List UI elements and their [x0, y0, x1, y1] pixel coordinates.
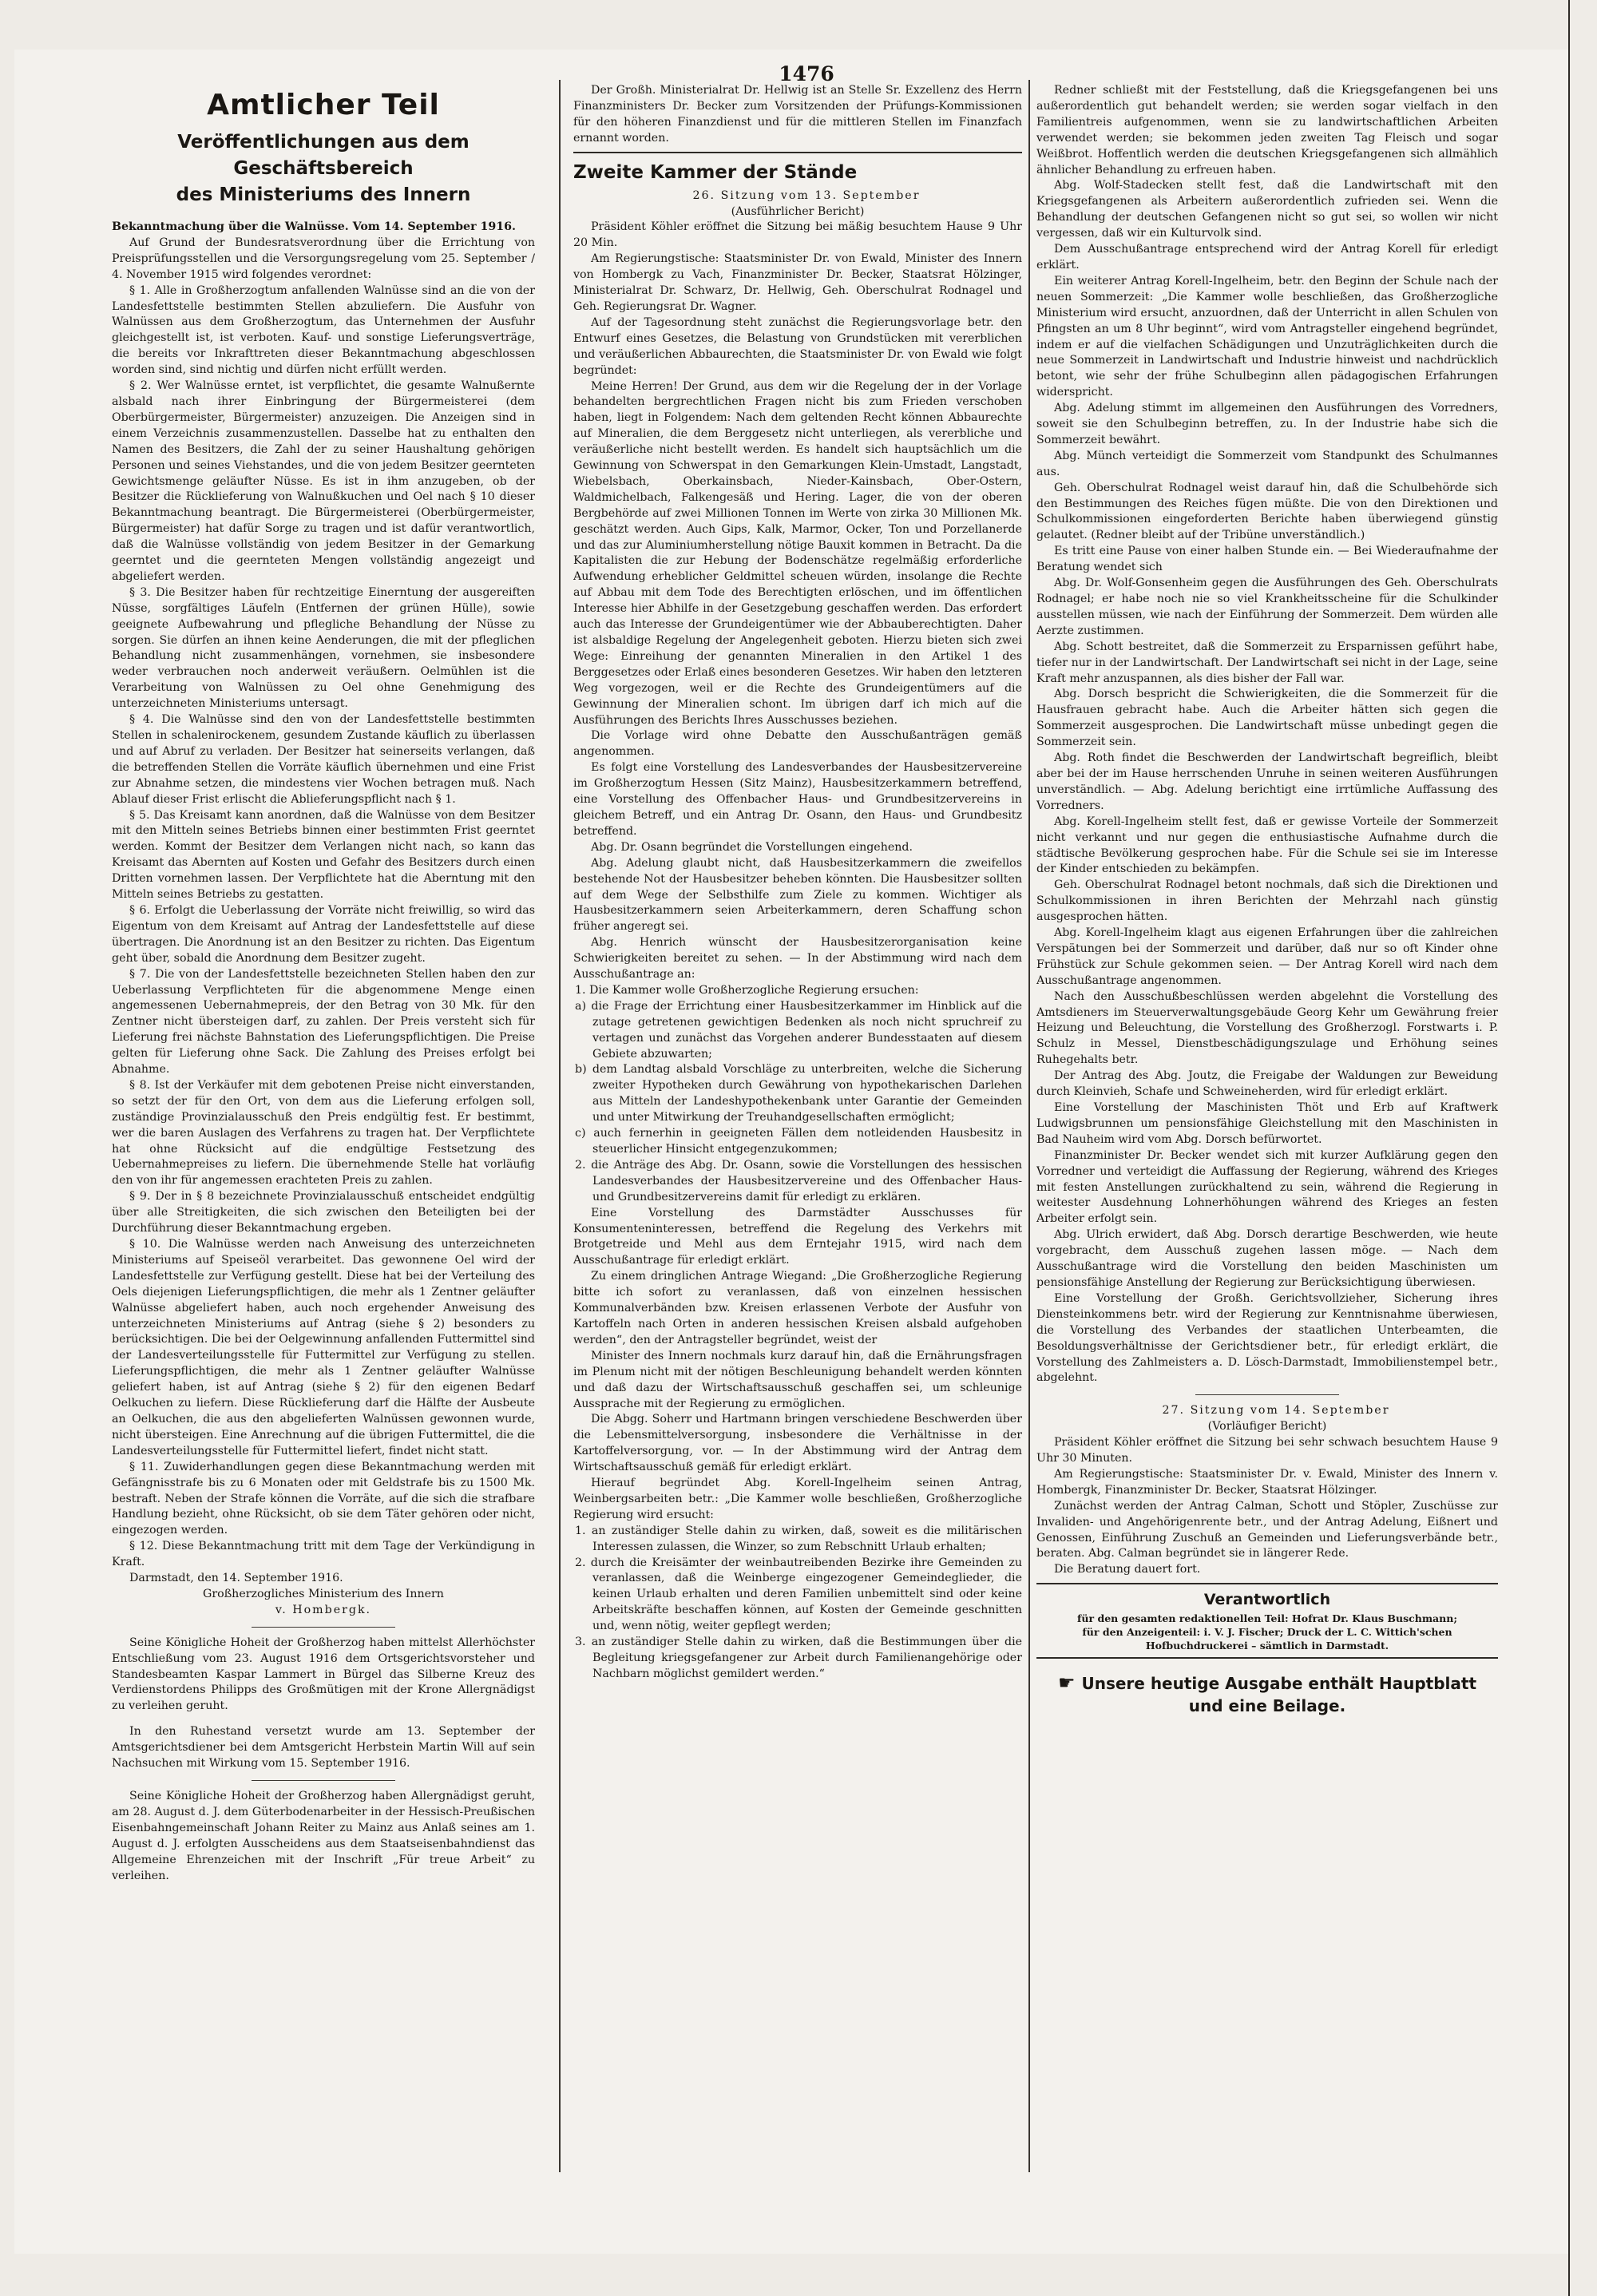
column-divider: [559, 80, 561, 2172]
place-date: Darmstadt, den 14. September 1916.: [129, 1572, 343, 1585]
imprint-line: Hofbuchdruckerei – sämtlich in Darmstadt.: [1145, 1640, 1389, 1652]
edition-notice: [1036, 1671, 1498, 1717]
paragraph: § 10. Die Walnüsse werden nach Anweisung des unterzeichneten Ministeriums auf Speiseöl verarbeitet. Das gewonnene Oel wird der Landesfettstelle zur Verfügung gestellt. Diese hat bei der Verteilung des Oels diejenigen Lieferungspflichtigen, die mehr als 1 Zentner geläufter Walnüsse abgeliefert haben, auch noch ergehender Anweisung des unterzeichneten Ministeriums auf Antrag (siehe § 2) besonders zu berücksichtigen. Die bei der Oelgewinnung anfallenden Futtermittel sind der Landesverteilungsstelle für Futtermittel zur Verfügung zu stellen. Lieferungspflichtigen, die mehr als 1 Zentner geläufter Walnüsse geliefert haben, ist auf Antrag (siehe § 2) für den eigenen Bedarf Oelkuchen zu liefern. Diese Rücklieferung darf die Hälfte der Ausbeute an Oelkuchen, die aus den abgelieferten Walnüssen gewonnen wurde, nicht übersteigen. Eine Anrechnung auf die übrigen Futtermittel, die die Landesverteilungsstelle für Futtermittel liefert, findet nicht statt.: [112, 1238, 535, 1457]
paragraph: § 7. Die von der Landesfettstelle bezeichneten Stellen haben den zur Ueberlassung Verpflichteten für die abgenommene Menge einen angemessenen Uebernahmepreis, der den Betrag von 30 Mk. für den Zentner nicht übersteigen darf, zu zahlen. Der Preis versteht sich für Lieferung frei nächste Bahnstation des Lieferungspflichtigen. Die Preise gelten für Lieferung ohne Sack. Die Zahlung des Preises erfolgt bei Abnahme.: [112, 967, 535, 1077]
list-item: 3. an zuständiger Stelle dahin zu wirken, daß die Bestimmungen über die Begleitung kriegsgefangener zur Arbeit durch Familienangehörige oder Nachbarn möglichst gemildert werden.“: [575, 1636, 1022, 1680]
paragraph: Abg. Roth findet die Beschwerden der Landwirtschaft begreiflich, bleibt aber bei der im Hause herrschenden Unruhe in seinen weiteren Ausführungen unverständlich. — Abg. Adelung berichtigt eine irrtümliche Auffassung des Vorredners.: [1036, 751, 1498, 812]
pointing-hand-icon: ☛: [1057, 1671, 1076, 1695]
paragraph: Abg. Dr. Wolf-Gonsenheim gegen die Ausführungen des Geh. Oberschulrats Rodnagel; er habe noch nie so viel Krankheitsscheine für die Schulkinder ausstellen müssen, wie nach der Einführung der Sommerzeit. Dem würden alle Aerzte zustimmen.: [1036, 577, 1498, 637]
right-column: [1036, 83, 1498, 2191]
paragraph: Abg. Adelung stimmt im allgemeinen den Ausführungen des Vorredners, soweit sie den Schulbeginn betreffen, zu. In der Industrie habe sich die Sommerzeit bewährt.: [1036, 402, 1498, 446]
paragraph: Abg. Ulrich erwidert, daß Abg. Dorsch derartige Beschwerden, wie heute vorgebracht, dem Ausschuß zugehen lassen möge. — Nach dem Ausschußantrage wird die Vorstellung den beiden Maschinisten um pensionsfähige Anstellung der Regierung zur Berücksichtigung überwiesen.: [1036, 1228, 1498, 1289]
session-heading: 26. Sitzung vom 13. September: [692, 188, 921, 202]
list-item: c) auch fernerhin in geeigneten Fällen dem notleidenden Hausbesitz in steuerlicher Hinsicht entgegenzukommen;: [575, 1127, 1022, 1156]
paragraph: Eine Vorstellung der Maschinisten Thöt und Erb auf Kraftwerk Ludwigsbrunnen um pensionsfähige Gleichstellung mit den Maschinisten in Bad Nauheim wird vom Abg. Dorsch befürwortet.: [1036, 1101, 1498, 1146]
paragraph: Präsident Köhler eröffnet die Sitzung bei sehr schwach besuchtem Hause 9 Uhr 30 Minuten.: [1036, 1436, 1498, 1465]
paragraph: Eine Vorstellung des Darmstädter Ausschusses für Konsumenteninteressen, betreffend die Regelung des Verkehrs mit Brotgetreide und Mehl aus dem Erntejahr 1915, wird nach dem Ausschußantrage für erledigt erklärt.: [573, 1206, 1022, 1267]
list-item: 2. die Anträge des Abg. Dr. Osann, sowie die Vorstellungen des hessischen Landesverbandes der Hausbesitzervereine und des Offenbacher Haus- und Grundbesitzervereins damit für erledigt zu erklären.: [575, 1158, 1022, 1204]
paragraph: Hierauf begründet Abg. Korell-Ingelheim seinen Antrag, Weinbergsarbeiten betr.: „Die Kammer wolle beschließen, Großherzogliche Regierung wird ersucht:: [573, 1477, 1022, 1521]
paragraph: § 12. Diese Bekanntmachung tritt mit dem Tage der Verkündigung in Kraft.: [112, 1540, 535, 1569]
paragraph: Abg. Münch verteidigt die Sommerzeit vom Standpunkt des Schulmannes aus.: [1036, 449, 1498, 478]
paragraph: Abg. Schott bestreitet, daß die Sommerzeit zu Ersparnissen geführt habe, tiefer nur in der Landwirtschaft. Der Landwirtschaft sei nicht in der Lage, seine Kraft mehr anzuspannen, als dies bisher der Fall war.: [1036, 640, 1498, 685]
paragraph: Zunächst werden der Antrag Calman, Schott und Stöpler, Zuschüsse zur Invaliden- und Angehörigenrente betr., und der Antrag Adelung, Eißnert und Genossen, Einführung Zuschuß an Gemeinden und Lieferungsverbände betr., beraten. Abg. Calman begründet sie in längerer Rede.: [1036, 1499, 1498, 1560]
list-item: 2. durch die Kreisämter der weinbautreibenden Bezirke ihre Gemeinden zu veranlassen, daß die Weinberge eingezogener Gemeindeglieder, die keinen Urlaub erhalten und deren Familien unbemittelt sind oder keine Arbeitskräfte beschaffen können, auf Kosten der Gemeinde geschnitten und, wenn nötig, weiter gepflegt werden;: [575, 1556, 1022, 1633]
paragraph: Ein weiterer Antrag Korell-Ingelheim, betr. den Beginn der Schule nach der neuen Sommerzeit: „Die Kammer wolle beschließen, das Großherzogliche Ministerium wird ersucht, anzuordnen, daß der Unterricht in allen Schulen von Pfingsten an um 8 Uhr beginnt“, wird vom Antragsteller eingehend begründet, indem er auf die vielfachen Schädigungen und Unzuträglichkeiten durch die neue Sommerzeit in Landwirtschaft und Industrie hinweist und nachdrücklich betont, wie sehr der frühe Schulbeginn allen pädagogischen Erfahrungen widerspricht.: [1036, 274, 1498, 399]
bekanntmachung-heading: Bekanntmachung über die Walnüsse. Vom 14. September 1916.: [112, 220, 516, 233]
imprint-line: für den gesamten redaktionellen Teil: Hofrat Dr. Klaus Buschmann;: [1077, 1612, 1457, 1625]
separator: [573, 152, 1022, 153]
paragraph: In den Ruhestand versetzt wurde am 13. September der Amtsgerichtsdiener bei dem Amtsgericht Herbstein Martin Will auf sein Nachsuchen mit Wirkung vom 15. September 1916.: [112, 1725, 535, 1771]
list-item: 1. Die Kammer wolle Großherzogliche Regierung ersuchen:: [575, 983, 919, 997]
paragraph: Abg. Henrich wünscht der Hausbesitzerorganisation keine Schwierigkeiten bereitet zu sehen. — In der Abstimmung wird nach dem Ausschußantrage an:: [573, 936, 1022, 981]
section-title: Zweite Kammer der Stände: [573, 161, 858, 183]
report-type: (Vorläufiger Bericht): [1207, 1420, 1327, 1434]
column-divider: [1028, 80, 1030, 2172]
paragraph: § 3. Die Besitzer haben für rechtzeitige Einerntung der ausgereiften Nüsse, sorgfältiges Läufeln (Entfernen der grünen Hülle), sowie geeignete Aufbewahrung und pflegliche Behandlung der Nüsse zu sorgen. Sie dürfen an ihnen keine Aenderungen, die mit der pfleglichen Behandlung nicht zusammenhängen, vornehmen, sie insbesondere weder verbrauchen noch anderweit veräußern. Oelmühlen ist die Verarbeitung von Walnüssen zu Oel ohne Genehmigung des unterzeichneten Ministeriums untersagt.: [112, 585, 535, 711]
subtitle-line-2: des Ministeriums des Innern: [176, 184, 471, 205]
paragraph: § 4. Die Walnüsse sind den von der Landesfettstelle bestimmten Stellen in schalenirockenem, gesundem Zustande käuflich zu überlassen und auf Abruf zu verladen. Der Besitzer hat seinerseits verlangen, daß die betreffenden Stellen die Vorräte käuflich übernehmen und eine Frist zur Abnahme setzen, die mindestens vier Wochen betragen muß. Nach Ablauf dieser Frist erlischt die Ablieferungspflicht nach § 1.: [112, 713, 535, 806]
signature-ministry: Großherzogliches Ministerium des Innern: [203, 1587, 444, 1600]
paragraph: Abg. Korell-Ingelheim stellt fest, daß er gewisse Vorteile der Sommerzeit nicht verkannt und nur gegen die enthusiastische Aufnahme durch die städtische Bevölkerung gesprochen habe. Für die Schule sei sie im Interesse der Kinder entschieden zu bekämpfen.: [1036, 815, 1498, 876]
paragraph: Präsident Köhler eröffnet die Sitzung bei mäßig besuchtem Hause 9 Uhr 20 Min.: [573, 220, 1022, 250]
paragraph: Abg. Adelung glaubt nicht, daß Hausbesitzerkammern die zweifellos bestehende Not der Hausbesitzer beheben könnten. Die Hausbesitzer sollten auf dem Wege der Selbsthilfe zum Ziele zu kommen. Wichtiger als Hausbesitzerkammern seien Arbeiterkammern, deren Schaffung schon früher angeregt sei.: [573, 856, 1022, 934]
session-heading: 27. Sitzung vom 14. September: [1162, 1404, 1390, 1418]
paragraph: Seine Königliche Hoheit der Großherzog haben mittelst Allerhöchster Entschließung vom 23. August 1916 dem Ortsgerichtsvorsteher und Standesbeamten Kaspar Lammert in Bürgel das Silberne Kreuz des Verdienstordens Philipps des Großmütigen mit der Krone Allergnädigst zu verleihen geruht.: [112, 1636, 535, 1713]
paragraph: Eine Vorstellung der Großh. Gerichtsvollzieher, Sicherung ihres Diensteinkommens betr. wird der Regierung zur Kenntnisnahme überwiesen, die Vorstellung des Verbandes der staatlichen Unterbeamten, die Besoldungsverhältnisse der Gerichtsdiener betr., für erledigt erklärt, die Vorstellung des Zahlmeisters a. D. Lösch-Darmstadt, Immobilienstempel betr., abgelehnt.: [1036, 1291, 1498, 1385]
paragraph: Auf der Tagesordnung steht zunächst die Regierungsvorlage betr. den Entwurf eines Gesetzes, die Belastung von Grundstücken mit vererblichen und veräußerlichen Abbaurechten, die Staatsminister Dr. von Ewald wie folgt begründet:: [573, 315, 1022, 377]
paragraph: Abg. Korell-Ingelheim klagt aus eigenen Erfahrungen über die zahlreichen Verspätungen bei der Sommerzeit und darüber, daß nur so oft Kinder ohne Frühstück zur Schule gekommen seien. — Der Antrag Korell wird nach dem Ausschußantrage angenommen.: [1036, 926, 1498, 987]
subtitle-line-1: Veröffentlichungen aus dem Geschäftsbereich: [177, 132, 470, 179]
paragraph: Abg. Wolf-Stadecken stellt fest, daß die Landwirtschaft mit den Kriegsgefangenen als Arbeitern außerordentlich zufrieden sei. Wenn die Behandlung der deutschen Gefangenen nicht so gut sei, so wollen wir nicht vergessen, daß wir ein Kulturvolk sind.: [1036, 179, 1498, 240]
notice-line-2: und eine Beilage.: [1188, 1696, 1346, 1716]
paragraph: § 2. Wer Walnüsse erntet, ist verpflichtet, die gesamte Walnußernte alsbald nach ihrer Einbringung der Bürgermeisterei (dem Oberbürgermeister, Bürgermeister) anzuzeigen. Die Anzeigen sind in einem Verzeichnis zusammenzustellen. Dasselbe hat zu enthalten den Namen des Besitzers, die Zahl der zu seiner Haushaltung gehörigen Personen und seines Viehstandes, und die von jedem Besitzer geernteten Gewichtsmenge geläufter Nüsse. Es ist in ihm anzugeben, ob der Besitzer die Rücklieferung von Walnußkuchen und Oel nach § 10 dieser Bekanntmachung beantragt. Die Bürgermeisterei (Oberbürgermeister, Bürgermeister) hat dafür Sorge zu tragen und ist dafür verantwortlich, daß die Walnüsse vollständig von jedem Besitzer in der Gemarkung geerntet und die geernteten Mengen vollständig angezeigt und abgeliefert werden.: [112, 379, 535, 583]
paragraph: Abg. Dorsch bespricht die Schwierigkeiten, die die Sommerzeit für die Hausfrauen gebracht habe. Auch die Arbeiter hätten sich gegen die Sommerzeit ausgesprochen. Die Landwirtschaft müsse unbedingt gegen die Sommerzeit sein.: [1036, 688, 1498, 749]
page-number: 1476: [779, 62, 834, 85]
separator: [1036, 1657, 1498, 1659]
section-title: Amtlicher Teil: [207, 89, 440, 121]
paragraph: Nach den Ausschußbeschlüssen werden abgelehnt die Vorstellung des Amtsdieners im Steuerverwaltungsgebäude Georg Kehr um Gewährung freier Heizung und Beleuchtung, die Vorstellung des Großherzogl. Forstwarts i. P. Schulz in Messel, Dienstbeschädigungszulage und Erhöhung seines Ruhegehalts betr.: [1036, 989, 1498, 1067]
separator: [1036, 1583, 1498, 1584]
paragraph: Minister des Innern nochmals kurz darauf hin, daß die Ernährungsfragen im Plenum nicht mit der nötigen Beschleunigung behandelt werden könnten und daß dazu der Wirtschaftsausschuß geschaffen sei, um schleunige Aussprache mit der Regierung zu ermöglichen.: [573, 1349, 1022, 1410]
list-item: a) die Frage der Errichtung einer Hausbesitzerkammer im Hinblick auf die zutage getretenen gewichtigen Bedenken als noch nicht spruchreif zu vertagen und zunächst das Vorgehen anderer Bundesstaaten auf diesem Gebiete abzuwarten;: [575, 999, 1022, 1061]
paragraph: Der Großh. Ministerialrat Dr. Hellwig ist an Stelle Sr. Exzellenz des Herrn Finanzministers Dr. Becker zum Vorsitzenden der Prüfungs-Kommissionen für den höheren Finanzdienst und für die mittleren Stellen im Finanzfach ernannt worden.: [573, 84, 1022, 145]
imprint-title: Verantwortlich: [1203, 1591, 1331, 1609]
paragraph: § 6. Erfolgt die Ueberlassung der Vorräte nicht freiwillig, so wird das Eigentum von dem Kreisamt auf Antrag der Landesfettstelle auf diese übertragen. Die Anordnung ist an den Besitzer zu richten. Das Eigentum geht über, sobald die Anordnung dem Besitzer zugeht.: [112, 903, 535, 965]
paragraph: Der Antrag des Abg. Joutz, die Freigabe der Waldungen zur Beweidung durch Kleinvieh, Schafe und Schweineherden, wird für erledigt erklärt.: [1036, 1069, 1498, 1099]
paragraph: Die Abgg. Soherr und Hartmann bringen verschiedene Beschwerden über die Lebensmittelversorgung, insbesondere die Verhältnisse in der Kartoffelversorgung, vor. — In der Abstimmung wird der Antrag dem Wirtschaftsausschuß gemäß für erledigt erklärt.: [573, 1413, 1022, 1474]
paragraph: Am Regierungstische: Staatsminister Dr. von Ewald, Minister des Innern von Hombergk zu Vach, Finanzminister Dr. Becker, Staatsrat Hölzinger, Ministerialrat Dr. Schwarz, Dr. Hellwig, Geh. Oberschulrat Rodnagel und Geh. Regierungsrat Dr. Wagner.: [573, 252, 1022, 313]
signature-name: v. Hombergk.: [275, 1603, 372, 1616]
paragraph: Meine Herren! Der Grund, aus dem wir die Regelung der in der Vorlage behandelten bergrechtlichen Fragen nicht bis zum Frieden verschoben haben, liegt in Folgendem: Nach dem geltenden Recht können Abbaurechte auf Mineralien, die dem Berggesetz nicht unterliegen, als vererbliche und veräußerliche nicht bestellt werden. Es handelt sich hauptsächlich um die Gewinnung von Schwerspat in den Gemarkungen Klein-Umstadt, Langstadt, Wiebelsbach, Oberkainsbach, Nieder-Kainsbach, Ober-Ostern, Waldmichelbach, Falkengesäß und Hering. Lager, die von der oberen Bergbehörde auf zwei Millionen Tonnen im Werte von zirka 30 Millionen Mk. geschätzt werden. Auch Gips, Kalk, Marmor, Ocker, Ton und Porzellanerde und das zur Aluminiumherstellung nötige Bauxit kommen in Betracht. Da die Kapitalisten die zur Hebung der Bodenschätze regelmäßig erforderliche Aufwendung erheblicher Geldmittel scheuen würden, insolange die Rechte auf Abbau mit dem Tode des Berechtigten erlöschen, und im öffentlichen Interesse hier Abhilfe in der Gesetzgebung geschaffen werden. Das erfordert auch das Interesse der Grundeigentümer wie der Abbauberechtigten. Daher ist alsbaldige Regelung der Angelegenheit geboten. Hierzu bieten sich zwei Wege: Einreihung der genannten Mineralien in den Artikel 1 des Berggesetzes oder Erlaß eines besonderen Gesetzes. Wir haben den letzteren Weg vorgezogen, weil er die Rechte des Grundeigentümers auf die Gewinnung der Mineralien schont. Im übrigen darf ich mich auf die Ausführungen des Berichts Ihres Ausschusses beziehen.: [573, 379, 1022, 727]
paragraph: § 1. Alle in Großherzogtum anfallenden Walnüsse sind an die von der Landesfettstelle bestimmten Stellen abzuliefern. Die Ausfuhr von Walnüssen aus dem Großherzogtum, das Unternehmen der Ausfuhr gleichgestellt ist, ist verboten. Kauf- und sonstige Lieferungsverträge, die bereits vor Inkrafttreten dieser Bekanntmachung abgeschlossen worden sind, sind nichtig und dürfen nicht erfüllt werden.: [112, 284, 535, 377]
separator: [252, 1627, 395, 1628]
list-item: 1. an zuständiger Stelle dahin zu wirken, daß, soweit es die militärischen Interessen zulassen, die Winzer, so zum Rebschnitt Urlaub erhalten;: [575, 1524, 1022, 1553]
notice-line-1: Unsere heutige Ausgabe enthält Hauptblatt: [1081, 1674, 1477, 1694]
paragraph: Auf Grund der Bundesratsverordnung über die Errichtung von Preisprüfungsstellen und die Versorgungsregelung vom 25. September / 4. November 1915 wird folgendes verordnet:: [112, 236, 535, 281]
paragraph: Seine Königliche Hoheit der Großherzog haben Allergnädigst geruht, am 28. August d. J. dem Güterbodenarbeiter in der Hessisch-Preußischen Eisenbahngemeinschaft Johann Reiter zu Mainz aus Anlaß seines am 1. August d. J. erfolgten Ausscheidens aus dem Staatseisenbahndienst das Allgemeine Ehrenzeichen mit der Inschrift „Für treue Arbeit“ zu verleihen.: [112, 1790, 535, 1882]
paragraph: Es tritt eine Pause von einer halben Stunde ein. — Bei Wiederaufnahme der Beratung wendet sich: [1036, 545, 1498, 574]
paragraph: Die Vorlage wird ohne Debatte den Ausschußanträgen gemäß angenommen.: [573, 729, 1022, 759]
separator: [252, 1780, 395, 1781]
paragraph: § 9. Der in § 8 bezeichnete Provinzialausschuß entscheidet endgültig über alle Streitigkeiten, die sich zwischen den Beteiligten bei der Durchführung dieser Bekanntmachung ergeben.: [112, 1190, 535, 1235]
paragraph: Geh. Oberschulrat Rodnagel betont nochmals, daß sich die Direktionen und Schulkommissionen in ihren Berichten der Mehrzahl nach günstig ausgesprochen hätten.: [1036, 878, 1498, 924]
section-subtitle: [112, 129, 535, 208]
paragraph: Redner schließt mit der Feststellung, daß die Kriegsgefangenen bei uns außerordentlich gut behandelt werden; sie werden sogar vielfach in den Familientreis aufgenommen, wenn sie zu landwirtschaftlichen Arbeiten verwendet werden; sie bekommen jeden zweiten Tag Fleisch und sogar Weißbrot. Hoffentlich werden die deutschen Kriegsgefangenen sich allmählich ähnlicher Behandlung zu erfreuen haben.: [1036, 84, 1498, 176]
list-item: b) dem Landtag alsbald Vorschläge zu unterbreiten, welche die Sicherung zweiter Hypotheken durch Gewährung von hypothekarischen Darlehen aus Mitteln der Landeshypothekenbank unter Garantie der Gemeinden und unter Mitwirkung der Treuhandgesellschaften ermöglicht;: [575, 1063, 1022, 1124]
report-type: (Ausführlicher Bericht): [731, 204, 865, 218]
paragraph: Dem Ausschußantrage entsprechend wird der Antrag Korell für erledigt erklärt.: [1036, 243, 1498, 272]
paragraph: Am Regierungstische: Staatsminister Dr. v. Ewald, Minister des Innern v. Hombergk, Finanzminister Dr. Becker, Staatsrat Hölzinger.: [1036, 1467, 1498, 1497]
left-column: [112, 88, 535, 2196]
paragraph: Es folgt eine Vorstellung des Landesverbandes der Hausbesitzervereine im Großherzogtum Hessen (Sitz Mainz), Hausbesitzerkammern betreffend, eine Vorstellung des Offenbacher Haus- und Grundbesitzervereins in gleichem Betreff, und ein Antrag Dr. Osann, den Haus- und Grundbesitz betreffend.: [573, 761, 1022, 838]
paragraph: § 11. Zuwiderhandlungen gegen diese Bekanntmachung werden mit Gefängnisstrafe bis zu 6 Monaten oder mit Geldstrafe bis zu 1500 Mk. bestraft. Neben der Strafe können die Vorräte, auf die sich die strafbare Handlung bezieht, ohne Rücksicht, ob sie dem Täter gehören oder nicht, eingezogen werden.: [112, 1460, 535, 1537]
paragraph: Abg. Dr. Osann begründet die Vorstellungen eingehend.: [591, 840, 913, 854]
middle-column: [573, 83, 1022, 2191]
paragraph: Zu einem dringlichen Antrage Wiegand: „Die Großherzogliche Regierung bitte ich sofort zu veranlassen, daß von einzelnen hessischen Kommunalverbänden bzw. Kreisen erlassenen Verbote der Ausfuhr von Kartoffeln nach Orten in anderen hessischen Kreisen alsbald aufgehoben werden“, den der Antragsteller begründet, weist der: [573, 1270, 1022, 1346]
paragraph: § 8. Ist der Verkäufer mit dem gebotenen Preise nicht einverstanden, so setzt der für den Ort, von dem aus die Lieferung erfolgen soll, zuständige Provinzialausschuß den Preis endgültig fest. Er bestimmt, wer die baren Auslagen des Verfahrens zu tragen hat. Der Verpflichtete hat ohne Rücksicht auf die endgültige Festsetzung des Uebernahmepreises zu liefern. Die übernehmende Stelle hat vorläufig den von ihr für angemessen erachteten Preis zu zahlen.: [112, 1078, 535, 1188]
paragraph: Geh. Oberschulrat Rodnagel weist darauf hin, daß die Schulbehörde sich den Bestimmungen des Reiches fügen müßte. Die von den Direktionen und Schulkommissionen eingeforderten Berichte haben überwiegend günstig gelautet. (Redner bleibt auf der Tribüne unverständlich.): [1036, 481, 1498, 542]
separator: [1195, 1394, 1339, 1395]
imprint-line: für den Anzeigenteil: i. V. J. Fischer; Druck der L. C. Wittich'schen: [1082, 1626, 1452, 1639]
adjacent-page-edge: [1568, 0, 1597, 2296]
paragraph: Die Beratung dauert fort.: [1054, 1563, 1201, 1576]
paragraph: Finanzminister Dr. Becker wendet sich mit kurzer Aufklärung gegen den Vorredner und verteidigt die Auffassung der Regierung, während des Krieges mit festen Anstellungen zurückhaltend zu sein, während die Regierung in weitester Ausdehnung Lohnerhöhungen während des Krieges an festen Arbeiter erfolgt sein.: [1036, 1148, 1498, 1226]
paragraph: § 5. Das Kreisamt kann anordnen, daß die Walnüsse von dem Besitzer mit den Mitteln seines Betriebs binnen einer bestimmten Frist geerntet werden. Kommt der Besitzer dem Verlangen nicht nach, so kann das Kreisamt das Abernten auf Kosten und Gefahr des Besitzers durch einen Dritten vornehmen lassen. Der Verpflichtete hat die Aberntung mit den Mitteln seines Betriebs zu gestatten.: [112, 808, 535, 902]
